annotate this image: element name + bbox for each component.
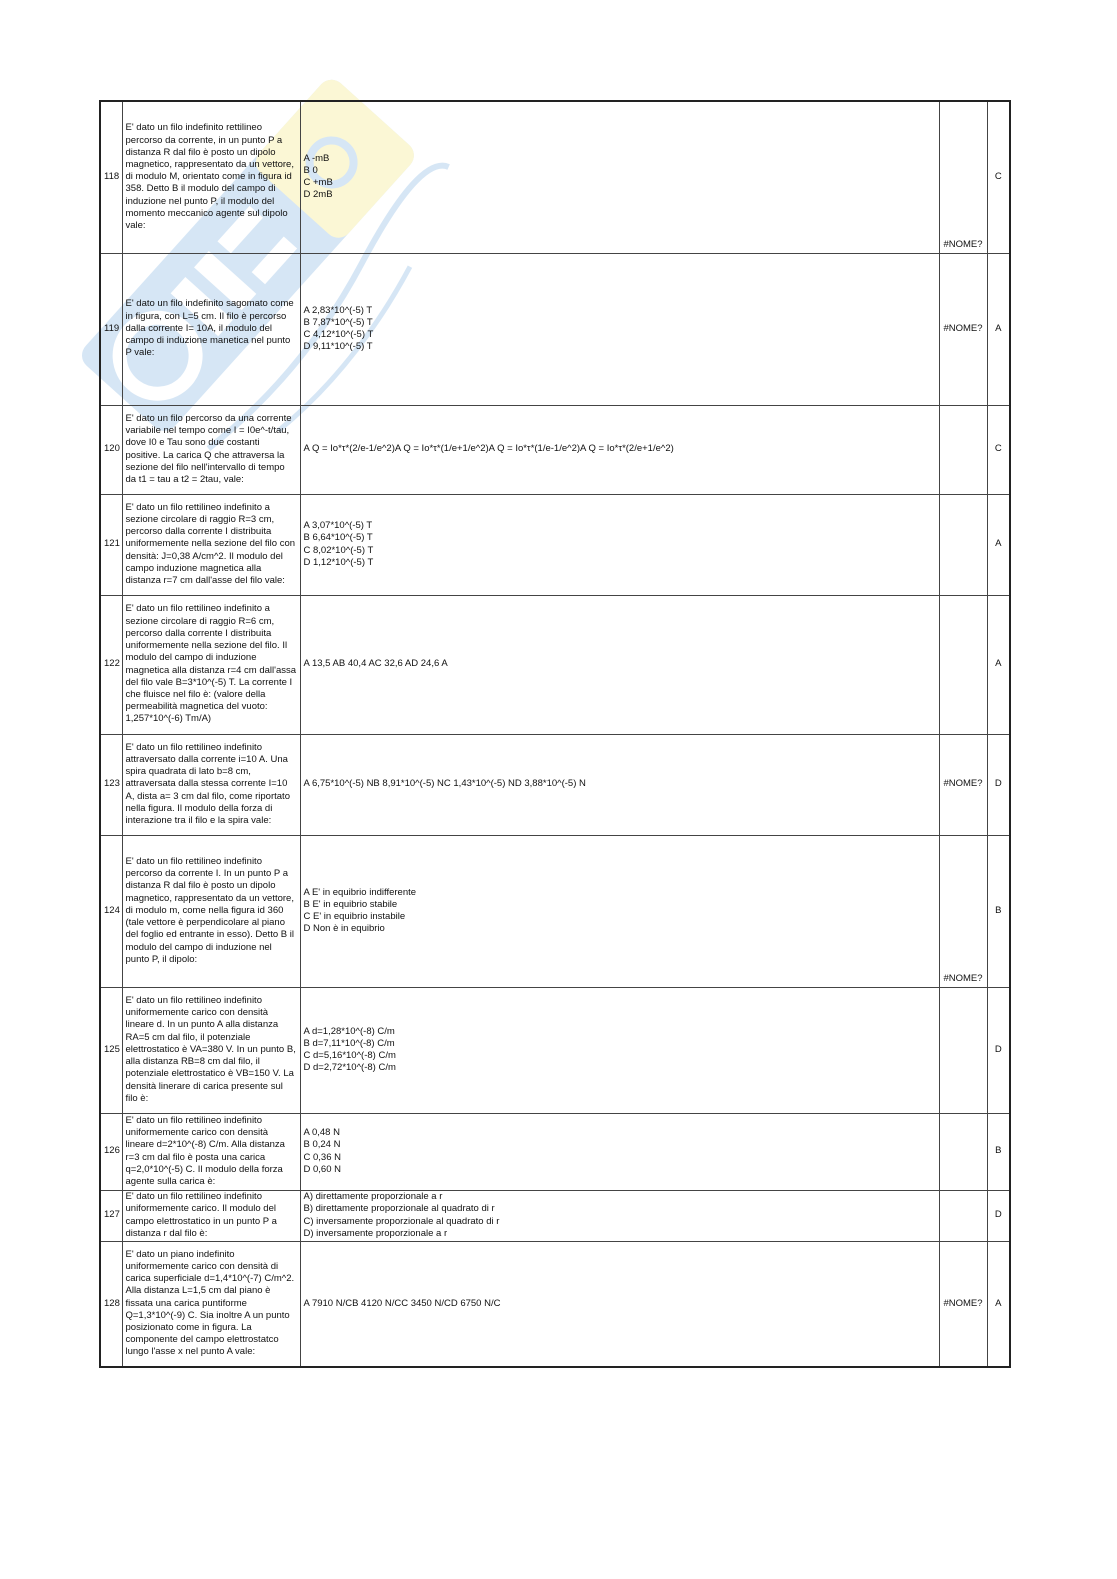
answer-letter: D bbox=[987, 987, 1010, 1113]
answer-options: A 3,07*10^(-5) T B 6,64*10^(-5) T C 8,02*10^(-5) T D 1,12*10^(-5) T bbox=[300, 494, 939, 595]
answer-options: A -mB B 0 C +mB D 2mB bbox=[300, 101, 939, 253]
question-number: 118 bbox=[100, 101, 122, 253]
nome-cell bbox=[939, 1190, 987, 1241]
table-row bbox=[100, 835, 1010, 987]
nome-cell: #NOME? bbox=[939, 734, 987, 835]
answer-letter: A bbox=[987, 253, 1010, 405]
nome-cell bbox=[939, 1113, 987, 1190]
question-number: 123 bbox=[100, 734, 122, 835]
question-number: 126 bbox=[100, 1113, 122, 1190]
table-row bbox=[100, 494, 1010, 595]
question-number: 121 bbox=[100, 494, 122, 595]
answer-letter: B bbox=[987, 835, 1010, 987]
question-number: 124 bbox=[100, 835, 122, 987]
nome-cell: #NOME? bbox=[939, 1241, 987, 1367]
answer-letter: C bbox=[987, 101, 1010, 253]
question-number: 120 bbox=[100, 405, 122, 494]
nome-cell bbox=[939, 494, 987, 595]
answer-options: A 13,5 AB 40,4 AC 32,6 AD 24,6 A bbox=[300, 595, 939, 734]
question-text: E' dato un filo rettilineo indefinito percorso da corrente I. In un punto P a distanza R dal filo è posto un dipolo magnetico, rappresentato da un vettore, di modulo m, come nella figura id 360 (tale vettore è perpendicolare al piano del foglio ed entrante in esso). Detto B il modulo del campo di induzione nel punto P, il dipolo: bbox=[122, 835, 300, 987]
question-text: E' dato un filo rettilineo indefinito a sezione circolare di raggio R=6 cm, percorso dalla corrente I distribuita uniformemente nella sezione del filo. Il modulo del campo di induzione magnetica alla distanza r=4 cm dall'assa del filo vale B=3*10^(-5) T. La corrente I che fluisce nel filo è: (valore della permeabilità magnetica del vuoto: 1,257*10^(-6) Tm/A) bbox=[122, 595, 300, 734]
nome-cell bbox=[939, 987, 987, 1113]
table-row bbox=[100, 253, 1010, 405]
answer-letter: A bbox=[987, 494, 1010, 595]
table-row bbox=[100, 595, 1010, 734]
answer-letter: B bbox=[987, 1113, 1010, 1190]
question-text: E' dato un filo rettilineo indefinito uniformemente carico con densità lineare d. In un punto A alla distanza RA=5 cm dal filo, il potenziale elettrostatico è VA=380 V. In un punto B, alla distanza RB=8 cm dal filo, il potenziale elettrostatico è VB=150 V. La densità linerare di carica presente sul filo è: bbox=[122, 987, 300, 1113]
question-text: E' dato un filo rettilineo indefinito a sezione circolare di raggio R=3 cm, percorso dalla corrente I distribuita uniformemente nella sezione del filo con densità: J=0,38 A/cm^2. Il modulo del campo induzione magnetica alla distanza r=7 cm dall'asse del filo vale: bbox=[122, 494, 300, 595]
question-number: 122 bbox=[100, 595, 122, 734]
answer-options: A Q = Io*τ*(2/e-1/e^2)A Q = Io*τ*(1/e+1/e^2)A Q = Io*τ*(1/e-1/e^2)A Q = Io*τ*(2/e+1/e^2) bbox=[300, 405, 939, 494]
table-row bbox=[100, 1241, 1010, 1367]
answer-letter: A bbox=[987, 595, 1010, 734]
table-row bbox=[100, 734, 1010, 835]
question-number: 125 bbox=[100, 987, 122, 1113]
table-row bbox=[100, 101, 1010, 253]
question-text: E' dato un filo rettilineo indefinito uniformemente carico con densità lineare d=2*10^(-8) C/m. Alla distanza r=3 cm dal filo è posta una carica q=2,0*10^(-5) C. Il modulo della forza agente sulla carica è: bbox=[122, 1113, 300, 1190]
question-text: E' dato un filo indefinito rettilineo percorso da corrente, in un punto P a distanza R dal filo è posto un dipolo magnetico, rappresentato da un vettore, di modulo M, orientato come in figura id 358. Detto B il modulo del campo di induzione nel punto P, il modulo del momento meccanico agente sul dipolo vale: bbox=[122, 101, 300, 253]
nome-cell: #NOME? bbox=[939, 101, 987, 253]
answer-options: A d=1,28*10^(-8) C/m B d=7,11*10^(-8) C/m C d=5,16*10^(-8) C/m D d=2,72*10^(-8) C/m bbox=[300, 987, 939, 1113]
questions-table bbox=[99, 100, 1011, 1368]
nome-cell bbox=[939, 405, 987, 494]
answer-options: A 7910 N/CB 4120 N/CC 3450 N/CD 6750 N/C bbox=[300, 1241, 939, 1367]
table-row bbox=[100, 987, 1010, 1113]
question-number: 128 bbox=[100, 1241, 122, 1367]
answer-options: A 0,48 N B 0,24 N C 0,36 N D 0,60 N bbox=[300, 1113, 939, 1190]
answer-letter: A bbox=[987, 1241, 1010, 1367]
question-text: E' dato un piano indefinito uniformemente carico con densità di carica superficiale d=1,4*10^(-7) C/m^2. Alla distanza L=1,5 cm dal piano è fissata una carica puntiforme Q=1,3*10^(-9) C. Sia inoltre A un punto posizionato come in figura. La componente del campo elettrostatco lungo l'asse x nel punto A vale: bbox=[122, 1241, 300, 1367]
answer-options: A 2,83*10^(-5) T B 7,87*10^(-5) T C 4,12*10^(-5) T D 9,11*10^(-5) T bbox=[300, 253, 939, 405]
question-number: 119 bbox=[100, 253, 122, 405]
nome-cell: #NOME? bbox=[939, 835, 987, 987]
table-row bbox=[100, 405, 1010, 494]
question-text: E' dato un filo rettilineo indefinito uniformemente carico. Il modulo del campo elettrostatico in un punto P a distanza r dal filo è: bbox=[122, 1190, 300, 1241]
nome-cell: #NOME? bbox=[939, 253, 987, 405]
answer-options: A E' in equibrio indifferente B E' in equibrio stabile C E' in equibrio instabile D Non è in equibrio bbox=[300, 835, 939, 987]
question-text: E' dato un filo indefinito sagomato come in figura, con L=5 cm. Il filo è percorso dalla corrente I= 10A, il modulo del campo di induzione manetica nel punto P vale: bbox=[122, 253, 300, 405]
question-number: 127 bbox=[100, 1190, 122, 1241]
answer-options: A 6,75*10^(-5) NB 8,91*10^(-5) NC 1,43*10^(-5) ND 3,88*10^(-5) N bbox=[300, 734, 939, 835]
question-text: E' dato un filo percorso da una corrente variabile nel tempo come I = I0e^-t/tau, dove I0 e Tau sono due costanti positive. La carica Q che attraversa la sezione del filo nell'intervallo di tempo da t1 = tau a t2 = 2tau, vale: bbox=[122, 405, 300, 494]
question-text: E' dato un filo rettilineo indefinito attraversato dalla corrente i=10 A. Una spira quadrata di lato b=8 cm, attraversata dalla stessa corrente I=10 A, dista a= 3 cm dal filo, come riportato nella figura. Il modulo della forza di interazione tra il filo e la spira vale: bbox=[122, 734, 300, 835]
answer-options: A) direttamente proporzionale a r B) direttamente proporzionale al quadrato di r C) inversamente proporzionale al quadrato di r D) inversamente proporzionale a r bbox=[300, 1190, 939, 1241]
answer-letter: D bbox=[987, 734, 1010, 835]
table-row bbox=[100, 1190, 1010, 1241]
answer-letter: C bbox=[987, 405, 1010, 494]
nome-cell bbox=[939, 595, 987, 734]
table-row bbox=[100, 1113, 1010, 1190]
answer-letter: D bbox=[987, 1190, 1010, 1241]
